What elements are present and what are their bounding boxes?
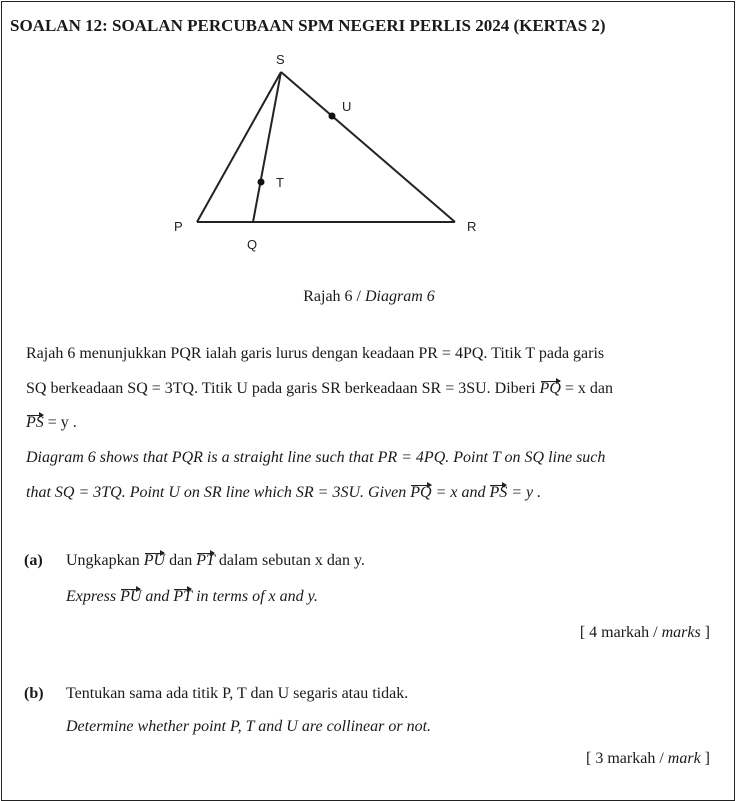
question-b-label: (b)	[24, 685, 44, 702]
question-a-marks: [ 4 markah / marks ]	[579, 624, 710, 641]
question-a-label: (a)	[24, 552, 43, 569]
label-q: Q	[247, 237, 258, 252]
point-t-dot	[258, 179, 265, 186]
diagram-caption: Rajah 6 / Diagram 6	[303, 288, 435, 305]
label-t: T	[276, 175, 284, 190]
label-r: R	[467, 219, 477, 234]
intro-malay-line1: Rajah 6 menunjukkan PQR ialah garis lurus dengan keadaan PR = 4PQ. Titik T pada garis	[26, 345, 605, 362]
point-u-dot	[329, 113, 336, 120]
question-a-malay: Ungkapkan PU dan PT dalam sebutan x dan y.	[66, 552, 365, 569]
question-a-english: Express PU and PT in terms of x and y.	[66, 588, 318, 605]
intro-english-line1: Diagram 6 shows that PQR is a straight line such that PR = 4PQ. Point T on SQ line such	[26, 449, 606, 466]
line-sr	[281, 72, 455, 222]
intro-english-line2: that SQ = 3TQ. Point U on SR line which SR = 3SU. Given PQ = x and PS = y .	[26, 484, 542, 501]
line-sq	[253, 72, 281, 222]
question-b-marks: [ 3 markah / mark ]	[586, 750, 710, 767]
intro-malay-line2: SQ berkeadaan SQ = 3TQ. Titik U pada garis SR berkeadaan SR = 3SU. Diberi PQ = x dan	[26, 380, 613, 397]
triangle-diagram	[0, 0, 738, 270]
intro-malay-line3: PS = y .	[26, 414, 77, 431]
label-p: P	[174, 219, 183, 234]
page-title: SOALAN 12: SOALAN PERCUBAAN SPM NEGERI PERLIS 2024 (KERTAS 2)	[10, 16, 606, 35]
label-s: S	[276, 52, 285, 67]
question-b-malay: Tentukan sama ada titik P, T dan U segaris atau tidak.	[66, 685, 409, 702]
question-b-english: Determine whether point P, T and U are collinear or not.	[66, 718, 432, 735]
line-ps	[197, 72, 281, 222]
label-u: U	[342, 99, 352, 114]
